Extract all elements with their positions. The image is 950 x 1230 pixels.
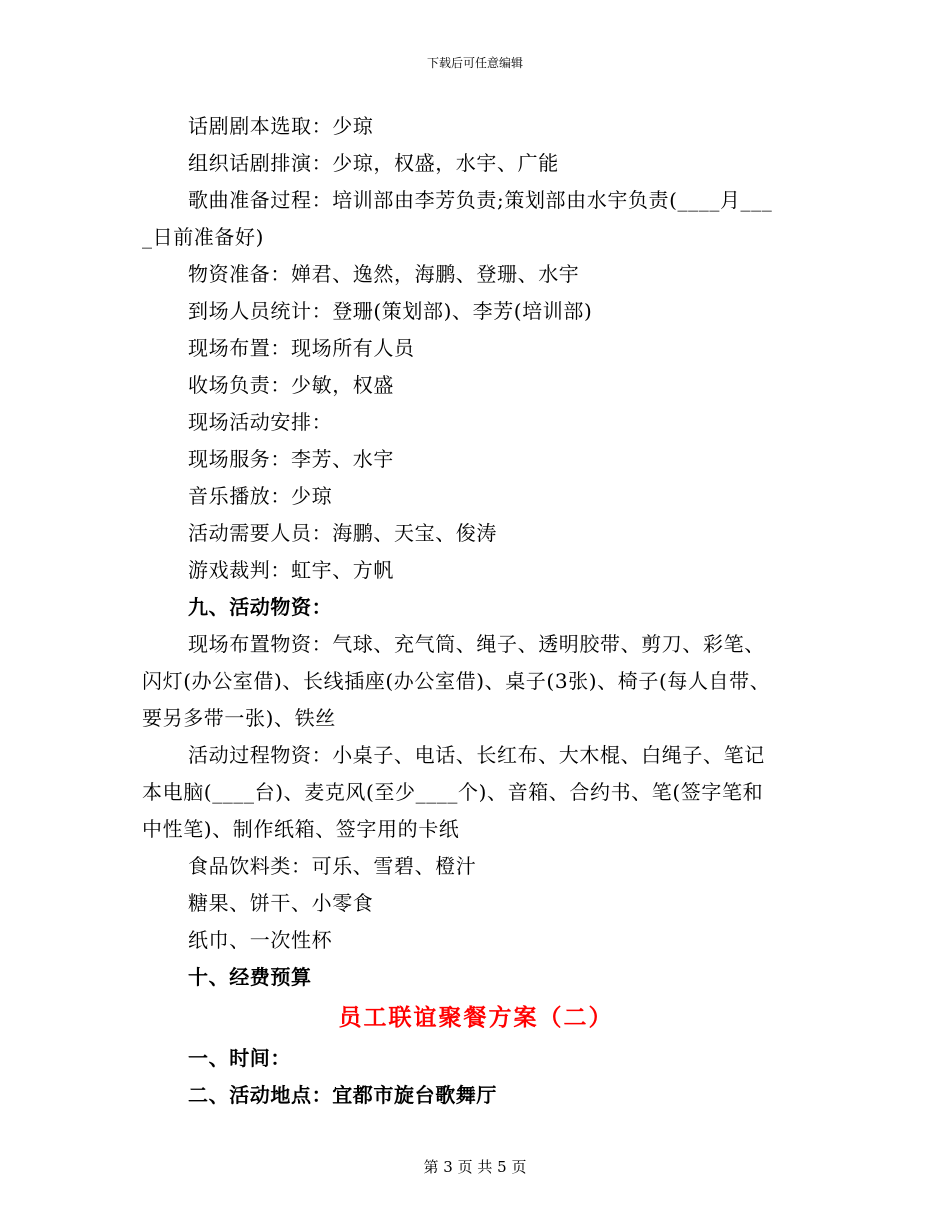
page-header: 下载后可任意编辑 xyxy=(426,56,523,70)
paragraph-continuation: 闪灯(办公室借)、长线插座(办公室借)、桌子(3张)、椅子(每人自带、 xyxy=(142,669,771,693)
paragraph: 糖果、饼干、小零食 xyxy=(188,891,374,915)
section-heading: 二、活动地点：宜都市旋台歌舞厅 xyxy=(188,1083,497,1107)
paragraph-continuation: 本电脑(____台)、麦克风(至少____个)、音箱、合约书、笔(签字笔和 xyxy=(142,780,764,804)
document-body xyxy=(142,108,810,1114)
page-footer: 第 3 页 共 5 页 xyxy=(423,1158,527,1176)
document-title: 员工联谊聚餐方案（二） xyxy=(338,1004,614,1031)
paragraph: 现场布置：现场所有人员 xyxy=(188,336,415,360)
section-heading: 一、时间： xyxy=(188,1046,291,1070)
paragraph: 现场服务：李芳、水宇 xyxy=(188,447,394,471)
paragraph: 活动需要人员：海鹏、天宝、俊涛 xyxy=(188,521,497,545)
paragraph-continuation: _日前准备好) xyxy=(142,225,265,249)
paragraph: 歌曲准备过程：培训部由李芳负责;策划部由水宇负责(____月___ xyxy=(188,188,773,212)
section-heading: 九、活动物资： xyxy=(188,595,333,619)
paragraph: 话剧剧本选取：少琼 xyxy=(188,114,374,138)
paragraph: 食品饮料类：可乐、雪碧、橙汁 xyxy=(188,854,477,878)
paragraph: 到场人员统计：登珊(策划部)、李芳(培训部) xyxy=(188,299,593,323)
paragraph-continuation: 要另多带一张)、铁丝 xyxy=(142,706,336,730)
paragraph: 组织话剧排演：少琼，权盛，水宇、广能 xyxy=(188,151,559,175)
paragraph: 游戏裁判：虹宇、方帆 xyxy=(188,558,394,582)
paragraph: 活动过程物资：小桌子、电话、长红布、大木棍、白绳子、笔记 xyxy=(188,743,765,767)
paragraph: 音乐播放：少琼 xyxy=(188,484,333,508)
paragraph: 收场负责：少敏，权盛 xyxy=(188,373,394,397)
paragraph-continuation: 中性笔)、制作纸箱、签字用的卡纸 xyxy=(142,817,460,841)
section-heading: 十、经费预算 xyxy=(188,965,312,989)
paragraph: 物资准备：婵君、逸然，海鹏、登珊、水宇 xyxy=(188,262,580,286)
paragraph: 纸巾、一次性杯 xyxy=(188,928,333,952)
paragraph: 现场活动安排： xyxy=(188,410,333,434)
paragraph: 现场布置物资：气球、充气筒、绳子、透明胶带、剪刀、彩笔、 xyxy=(188,632,765,656)
